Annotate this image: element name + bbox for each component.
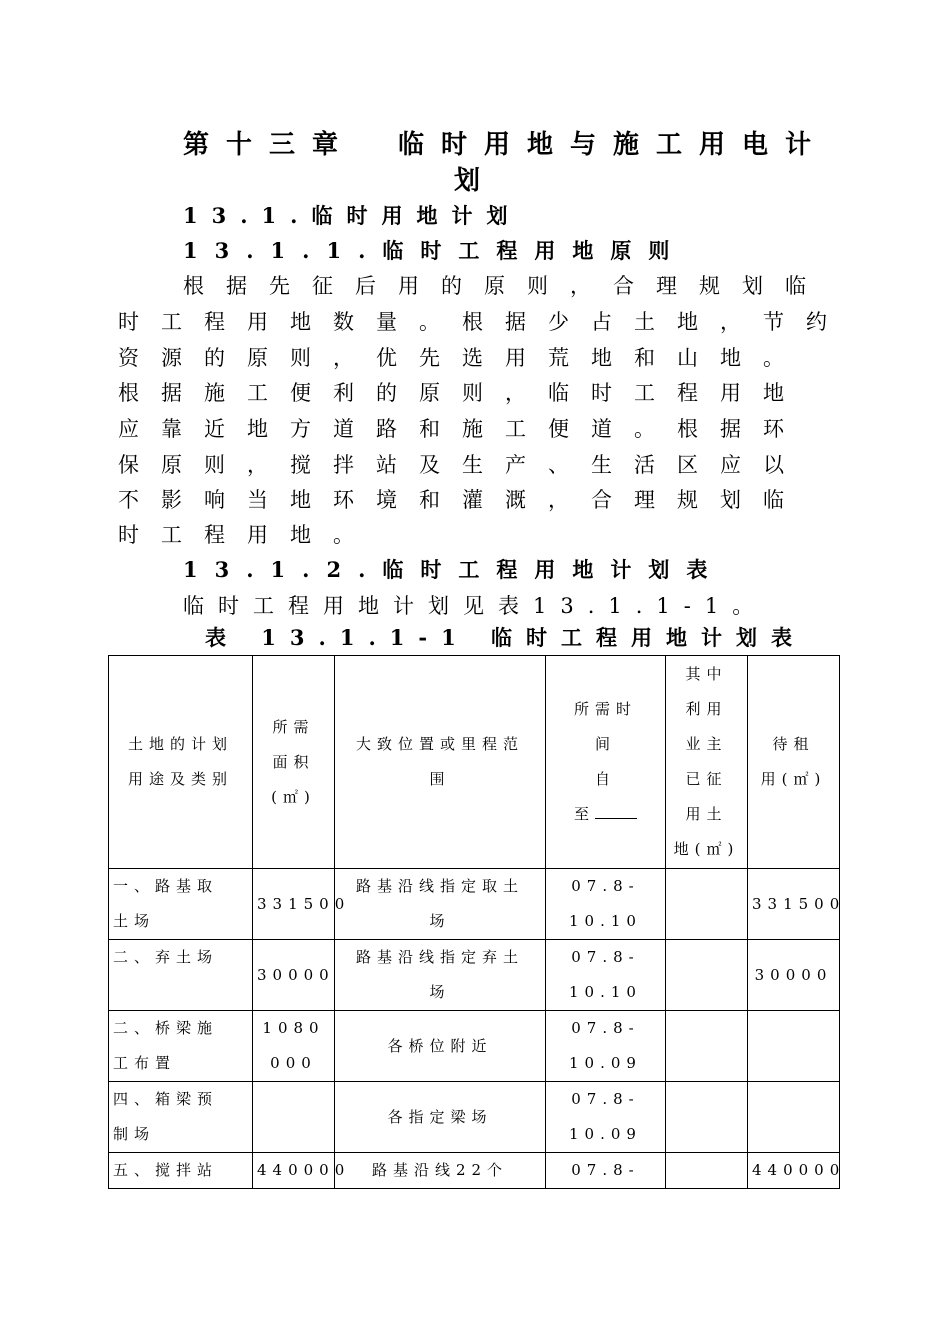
cell-use: 五、搅拌站 [109, 1153, 253, 1189]
cell-area: 30000 [253, 940, 335, 1011]
cell-area: 331500 [253, 869, 335, 940]
paragraph-line: 根据施工便利的原则，临时工程用地 [118, 381, 806, 405]
cell-use: 二、弃土场 [109, 940, 253, 1011]
table-row [109, 1082, 840, 1153]
cell-rent [748, 1082, 840, 1153]
cell-use: 二、桥梁施 工布置 [109, 1011, 253, 1082]
land-plan-table [108, 655, 846, 1189]
paragraph-line: 资源的原则，优先选用荒地和山地。 [118, 346, 806, 370]
cell-owner [666, 1011, 748, 1082]
header-rent: 待租 用(㎡) [748, 656, 840, 869]
cell-location: 路基沿线22个 [335, 1153, 546, 1189]
cell-owner [666, 940, 748, 1011]
chapter-title: 第十三章 临时用地与施工用电计 [183, 130, 829, 160]
cell-time: 07.8- 10.10 [546, 869, 666, 940]
cell-location: 各指定梁场 [335, 1082, 546, 1153]
header-time: 所需时 间 自 至 [546, 656, 666, 869]
cell-location: 路基沿线指定取土 场 [335, 869, 546, 940]
paragraph-line: 时工程用地数量。根据少占土地，节约 [118, 310, 849, 334]
cell-rent: 30000 [748, 940, 840, 1011]
cell-time: 07.8- [546, 1153, 666, 1189]
cell-owner [666, 1082, 748, 1153]
chapter-title-continued: 划 [454, 166, 481, 196]
paragraph-line: 保原则，搅拌站及生产、生活区应以 [118, 453, 806, 477]
table-row [109, 940, 840, 1011]
cell-time: 07.8- 10.09 [546, 1082, 666, 1153]
table-header-row [109, 656, 840, 869]
paragraph-line: 不影响当地环境和灌溉，合理规划临 [118, 488, 806, 512]
table-caption: 表 13.1.1-1 临时工程用地计划表 [205, 625, 807, 650]
cell-area: 440000 [253, 1153, 335, 1189]
section-heading: 13.1.临时用地计划 [183, 203, 522, 228]
cell-area: 1080000 [253, 1011, 335, 1082]
table-row [109, 1153, 840, 1189]
table-reference-text: 临时工程用地计划见表13.1.1-1。 [183, 594, 768, 618]
paragraph-line: 应靠近地方道路和施工便道。根据环 [118, 417, 806, 441]
cell-time: 07.8- 10.09 [546, 1011, 666, 1082]
table-row [109, 1011, 840, 1082]
cell-owner [666, 869, 748, 940]
cell-area [253, 1082, 335, 1153]
cell-use: 一、路基取 土场 [109, 869, 253, 940]
header-area: 所需 面积 (㎡) [253, 656, 335, 869]
subsection-heading-1: 13.1.1.临时工程用地原则 [183, 238, 687, 263]
cell-location: 各桥位附近 [335, 1011, 546, 1082]
header-owner-land: 其中 利用 业主 已征 用土 地(㎡) [666, 656, 748, 869]
paragraph-line: 根据先征后用的原则，合理规划临 [183, 274, 828, 298]
subsection-heading-2: 13.1.2.临时工程用地计划表 [183, 557, 725, 582]
cell-owner [666, 1153, 748, 1189]
paragraph-line: 时工程用地。 [118, 523, 376, 547]
cell-rent [748, 1011, 840, 1082]
table-row [109, 869, 840, 940]
cell-use: 四、箱梁预 制场 [109, 1082, 253, 1153]
header-location: 大致位置或里程范 围 [335, 656, 546, 869]
cell-location: 路基沿线指定弃土 场 [335, 940, 546, 1011]
cell-rent: 331500 [748, 869, 840, 940]
header-land-use: 土地的计划 用途及类别 [109, 656, 253, 869]
cell-rent: 440000 [748, 1153, 840, 1189]
cell-time: 07.8- 10.10 [546, 940, 666, 1011]
